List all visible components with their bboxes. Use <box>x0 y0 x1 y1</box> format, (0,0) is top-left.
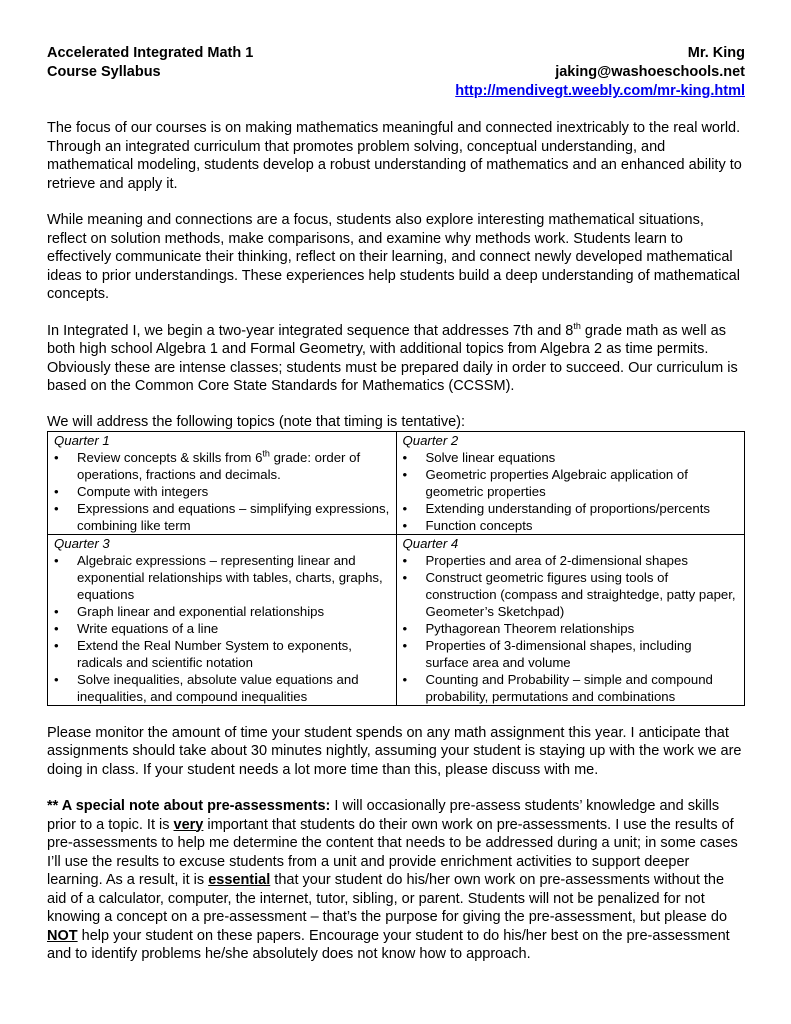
syllabus-page <box>47 44 745 982</box>
list-item: • Extending understanding of proportions/percents <box>403 500 739 517</box>
quarter-2-list <box>403 449 739 534</box>
integrated-paragraph <box>47 322 745 396</box>
quarter-3-label: Quarter 3 <box>54 535 110 551</box>
quarter-4-label: Quarter 4 <box>402 535 459 551</box>
list-item: • Compute with integers <box>54 483 390 500</box>
special-note-text-4: help your student on these papers. Encourage your student to do his/her best on the pre-assessment and to identify problems he/she absolutely does not know how to approach. <box>47 927 730 962</box>
list-item: • Construct geometric figures using tools of construction (compass and straightedge, patty paper, Geometer’s Sketchpad) <box>403 569 739 620</box>
course-subtitle: Course Syllabus <box>47 64 161 80</box>
special-note-text-3: that your student do his/her own work on pre-assessments without the aid of a calculator, computer, the internet, tutor, sibling, or parent. Students will not be penalized for not knowing a concept on a pre-assessment – that’s the purpose for giving the pre-assessment, but please do <box>47 872 728 925</box>
list-item: • Properties and area of 2-dimensional shapes <box>403 552 739 569</box>
topics-row <box>48 534 745 705</box>
emphasis-essential: essential <box>208 872 271 888</box>
special-note-heading: ** A special note about pre-assessments: <box>47 798 331 814</box>
integrated-text-2: grade math as well as both high school Algebra 1 and Formal Geometry, with additional topics from Algebra 2 as time permits. Obviously these are intense classes; students must be prepared daily in order to succeed. Our curriculum is based on the Common Core State Standards for Mathematics (CCSSM). <box>47 322 738 394</box>
document-header <box>47 44 745 101</box>
emphasis-not: NOT <box>47 927 78 944</box>
list-item: • Counting and Probability – simple and compound probability, permutations and combinations <box>403 671 739 705</box>
header-left <box>47 44 253 101</box>
quarter-2-cell <box>396 431 745 534</box>
quarter-1-list <box>54 449 390 534</box>
teacher-name: Mr. King <box>687 45 745 61</box>
item-text-1: Review concepts & skills from 6 <box>77 449 263 465</box>
list-item: • Function concepts <box>403 517 739 534</box>
special-note-text-2: important that students do their own work on pre-assessments. I use the results of pre-assessments to help me determine the content that needs to be addressed during a unit; in some cases I’ll use the results to excuse students from a unit and provide enrichment activities to support deeper learning. As a result, it is <box>47 816 738 888</box>
header-right <box>455 44 745 101</box>
intro-paragraph: The focus of our courses is on making mathematics meaningful and connected inextricably to the real world. Through an integrated curriculum that promotes problem solving, conceptual understanding, and mathematical modeling, students develop a robust understanding of mathematics and an enhanced ability to retrieve and apply it. <box>47 120 742 192</box>
teacher-website-link[interactable]: http://mendivegt.weebly.com/mr-king.html <box>455 83 745 99</box>
quarter-4-cell <box>396 534 745 705</box>
topics-intro: We will address the following topics (note that timing is tentative): <box>47 413 466 430</box>
special-note-text-1: I will occasionally pre-assess students’ knowledge and skills prior to a topic. It is <box>47 798 720 833</box>
superscript-th: th <box>262 448 270 459</box>
list-item: • Pythagorean Theorem relationships <box>403 620 739 637</box>
quarter-3-list <box>54 552 390 705</box>
list-item: • Write equations of a line <box>54 620 390 637</box>
list-item: • Expressions and equations – simplifying expressions, combining like term <box>54 500 390 534</box>
list-item: • Extend the Real Number System to exponents, radicals and scientific notation <box>54 637 390 671</box>
quarter-1-label: Quarter 1 <box>54 432 110 448</box>
list-item: • Algebraic expressions – representing linear and exponential relationships with tables, charts, graphs, equations <box>54 552 390 603</box>
list-item: • Geometric properties Algebraic application of geometric properties <box>403 466 739 500</box>
special-note-paragraph <box>47 797 745 964</box>
list-item: • Solve linear equations <box>403 449 739 466</box>
course-title: Accelerated Integrated Math 1 <box>47 45 254 61</box>
teacher-email: jaking@washoeschools.net <box>555 64 745 80</box>
quarter-3-cell <box>48 534 397 705</box>
emphasis-very: very <box>173 816 204 833</box>
quarter-1-cell <box>48 431 397 534</box>
integrated-text-1: In Integrated I, we begin a two-year integrated sequence that addresses 7th and 8 <box>47 322 574 339</box>
list-item: • Solve inequalities, absolute value equations and inequalities, and compound inequalities <box>54 671 390 705</box>
list-item: • Properties of 3-dimensional shapes, including surface area and volume <box>403 637 739 671</box>
topics-table <box>47 431 745 706</box>
connections-paragraph: While meaning and connections are a focus, students also explore interesting mathematical situations, reflect on solution methods, make comparisons, and examine why methods work. Students learn to effectively communicate their thinking, reflect on their learning, and connect newly developed mathematical ideas to prior understandings. These experiences help students build a deep understanding of mathematical concepts. <box>47 212 740 302</box>
superscript-th: th <box>573 320 581 331</box>
quarter-2-label: Quarter 2 <box>402 432 459 448</box>
list-item <box>54 449 390 483</box>
topics-row <box>48 431 745 534</box>
list-item: • Graph linear and exponential relationships <box>54 603 390 620</box>
item-text-2: grade: order of operations, fractions and decimals. <box>77 449 361 482</box>
quarter-4-list <box>403 552 739 705</box>
time-monitor-paragraph: Please monitor the amount of time your student spends on any math assignment this year. I anticipate that assignments should take about 30 minutes nightly, assuming your student is staying up with the work we are doing in class. If your student needs a lot more time than this, please discuss with me. <box>47 724 742 778</box>
